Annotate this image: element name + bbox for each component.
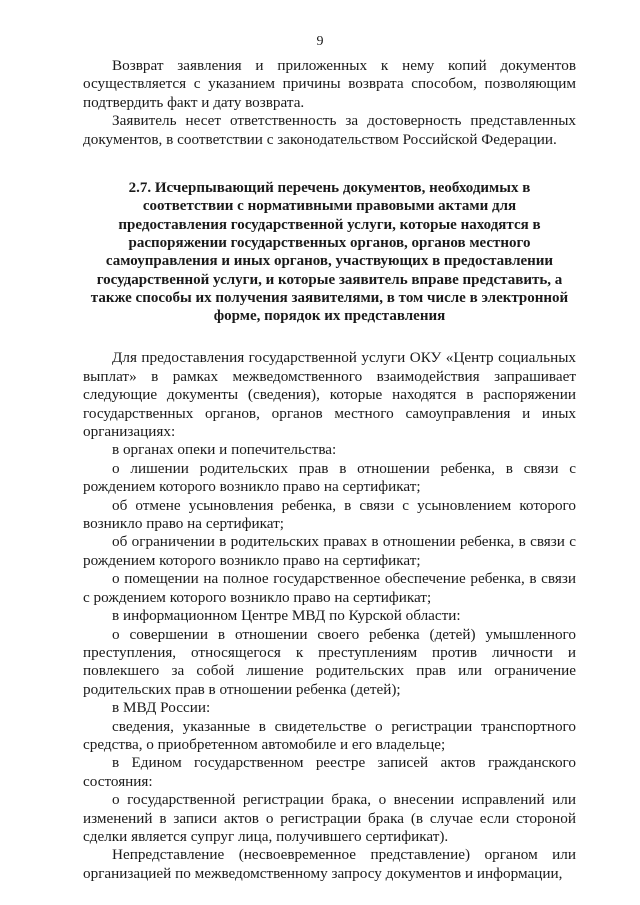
heading-line: соответствии с нормативными правовыми актами для [142, 198, 517, 215]
paragraph-vehicle-registration: сведения, указанные в свидетельстве о регистрации транспортного средства, о приобретенном автомобиле и его владельце; [83, 717, 576, 753]
paragraph-state-support: о помещении на полное государственное обеспечение ребенка, в связи с рождением которого возникло право на сертификат; [83, 570, 576, 606]
paragraph-crime-against-child: о совершении в отношении своего ребенка (детей) умышленного преступления, относящегося к преступлениям против личности и повлекшего за собой лишение родительских прав или ограничение родительских прав в отношении ребенка (детей); [83, 625, 576, 698]
paragraph-info-center-mvd: в информационном Центре МВД по Курской области: [112, 607, 461, 625]
heading-line: государственной услуги, и которые заявитель вправе представить, а [96, 271, 563, 288]
heading-line: предоставления государственной услуги, которые находятся в [118, 216, 541, 233]
paragraph-guardianship-bodies: в органах опеки и попечительства: [112, 441, 337, 459]
page-content [83, 57, 576, 883]
paragraph-deprivation-rights: о лишении родительских прав в отношении ребенка, в связи с рождением которого возникло право на сертификат; [83, 459, 576, 496]
paragraph-adoption-cancel: об отмене усыновления ребенка, в связи с усыновлением которого возникло право на сертификат; [83, 496, 576, 533]
page-number: 9 [316, 34, 324, 49]
paragraph-civil-registry: в Едином государственном реестре записей актов гражданского состояния: [83, 754, 576, 790]
paragraph-mvd-russia: в МВД России: [112, 699, 211, 717]
paragraph-applicant-responsibility: Заявитель несет ответственность за достоверность представленных документов, в соответствии с законодательством Российской Федерации. [83, 112, 576, 148]
paragraph-rights-restriction: об ограничении в родительских правах в отношении ребенка, в связи с рождением которого возникло право на сертификат; [83, 533, 576, 569]
paragraph-marriage-registration: о государственной регистрации брака, о внесении исправлений или изменений в записи актов о регистрации брака (в случае если стороной сделки является супруг лица, получившего сертификат). [83, 791, 576, 845]
heading-line: распоряжении государственных органов, органов местного [128, 234, 531, 251]
heading-line: 2.7. Исчерпывающий перечень документов, необходимых в [128, 180, 531, 197]
paragraph-intro: Для предоставления государственной услуги ОКУ «Центр социальных выплат» в рамках межведомственного взаимодействия запрашивает следующие документы (сведения), которые находятся в распоряжении государственных органов, органов местного самоуправления и иных организациях: [83, 349, 576, 441]
paragraph-return-of-application: Возврат заявления и приложенных к нему копий документов осуществляется с указанием причины возврата способом, позволяющим подтвердить факт и дату возврата. [83, 57, 576, 111]
heading-line: самоуправления и иных органов, участвующих в предоставлении [105, 253, 554, 270]
paragraph-non-submission: Непредставление (несвоевременное представление) органом или организацией по межведомственному запросу документов и информации, [83, 846, 576, 882]
heading-line: также способы их получения заявителями, в том числе в электронной [90, 289, 569, 306]
section-heading-2-7 [83, 179, 576, 325]
heading-line: форме, порядок их представления [213, 308, 446, 325]
